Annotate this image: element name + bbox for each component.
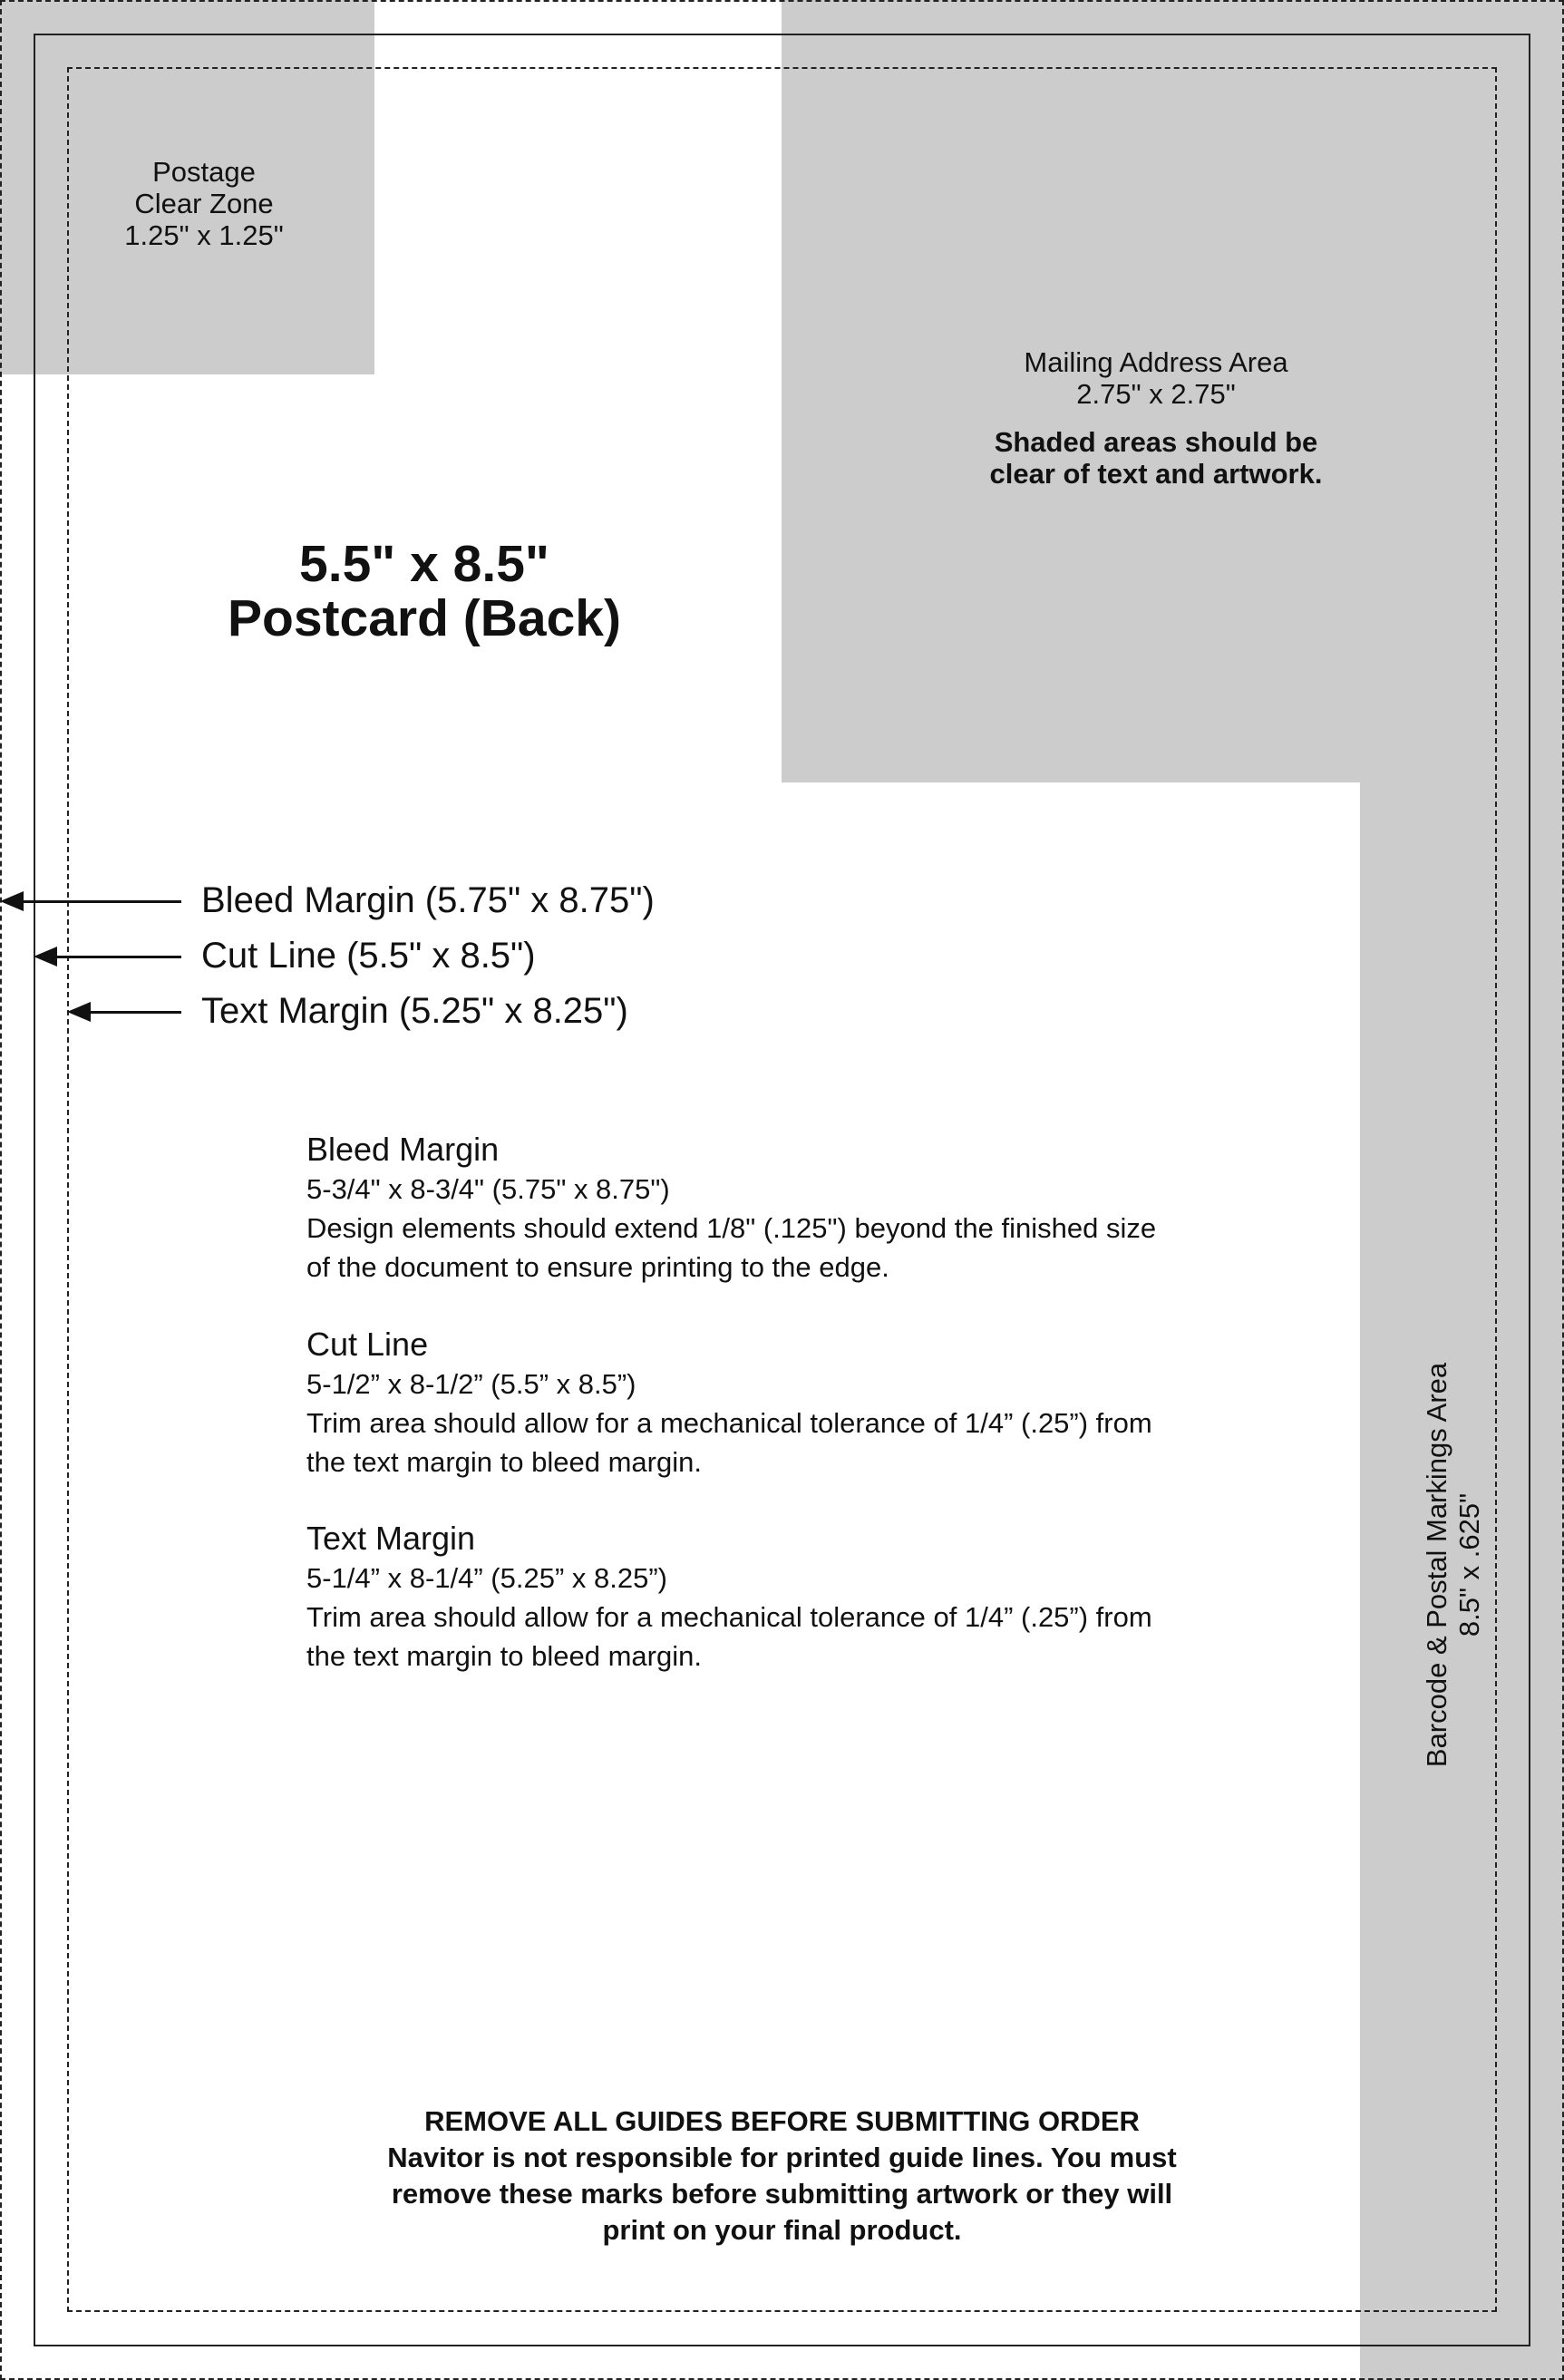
postage-line3: 1.25" x 1.25" [124, 219, 284, 251]
bleed-arrow-line [18, 900, 181, 903]
section-desc: of the document to ensure printing to the edge. [306, 1251, 889, 1283]
footer-line2: Navitor is not responsible for printed guide lines. You must [387, 2142, 1177, 2173]
section-size: 5-3/4" x 8-3/4" (5.75" x 8.75") [306, 1173, 670, 1205]
legend-text: Text Margin (5.25" x 8.25") [201, 991, 628, 1031]
mailing-note1: Shaded areas should be [994, 426, 1318, 458]
section-desc: Design elements should extend 1/8" (.125") beyond the finished size [306, 1212, 1157, 1244]
section-heading: Bleed Margin [306, 1131, 500, 1168]
section-size: 5-1/4” x 8-1/4” (5.25” x 8.25”) [306, 1562, 667, 1594]
legend-bleed: Bleed Margin (5.75" x 8.75") [201, 880, 655, 920]
barcode-label [1421, 1293, 1486, 1837]
footer-warning [308, 2103, 1256, 2249]
section-desc: Trim area should allow for a mechanical tolerance of 1/4” (.25”) from [306, 1601, 1152, 1633]
footer-line4: print on your final product. [602, 2214, 962, 2246]
section-heading: Text Margin [306, 1520, 476, 1557]
section-size: 5-1/2” x 8-1/2” (5.5” x 8.5”) [306, 1368, 636, 1400]
barcode-line1: Barcode & Postal Markings Area [1421, 1362, 1452, 1768]
section-cut [306, 1325, 1304, 1481]
title-name: Postcard (Back) [228, 589, 621, 647]
mailing-line1: Mailing Address Area [1024, 346, 1288, 378]
postage-line2: Clear Zone [134, 188, 274, 219]
barcode-line2: 8.5" x .625" [1453, 1492, 1485, 1637]
title-size: 5.5" x 8.5" [299, 535, 549, 593]
mailing-note2: clear of text and artwork. [989, 458, 1323, 490]
footer-line3: remove these marks before submitting artwork or they will [391, 2178, 1173, 2210]
page-title [181, 537, 667, 646]
postage-label [68, 156, 340, 251]
legend-cut: Cut Line (5.5" x 8.5") [201, 936, 536, 976]
section-desc: the text margin to bleed margin. [306, 1640, 702, 1672]
section-text [306, 1519, 1304, 1676]
mailing-line2: 2.75" x 2.75" [1076, 378, 1236, 410]
section-desc: Trim area should allow for a mechanical tolerance of 1/4” (.25”) from [306, 1407, 1152, 1439]
text-arrow-line [85, 1011, 181, 1014]
section-desc: the text margin to bleed margin. [306, 1446, 702, 1478]
footer-line1: REMOVE ALL GUIDES BEFORE SUBMITTING ORDER [424, 2105, 1140, 2137]
section-heading: Cut Line [306, 1326, 429, 1363]
cut-arrow-line [52, 956, 181, 958]
postage-line1: Postage [152, 156, 256, 188]
section-bleed [306, 1130, 1304, 1287]
mailing-label [907, 346, 1405, 490]
